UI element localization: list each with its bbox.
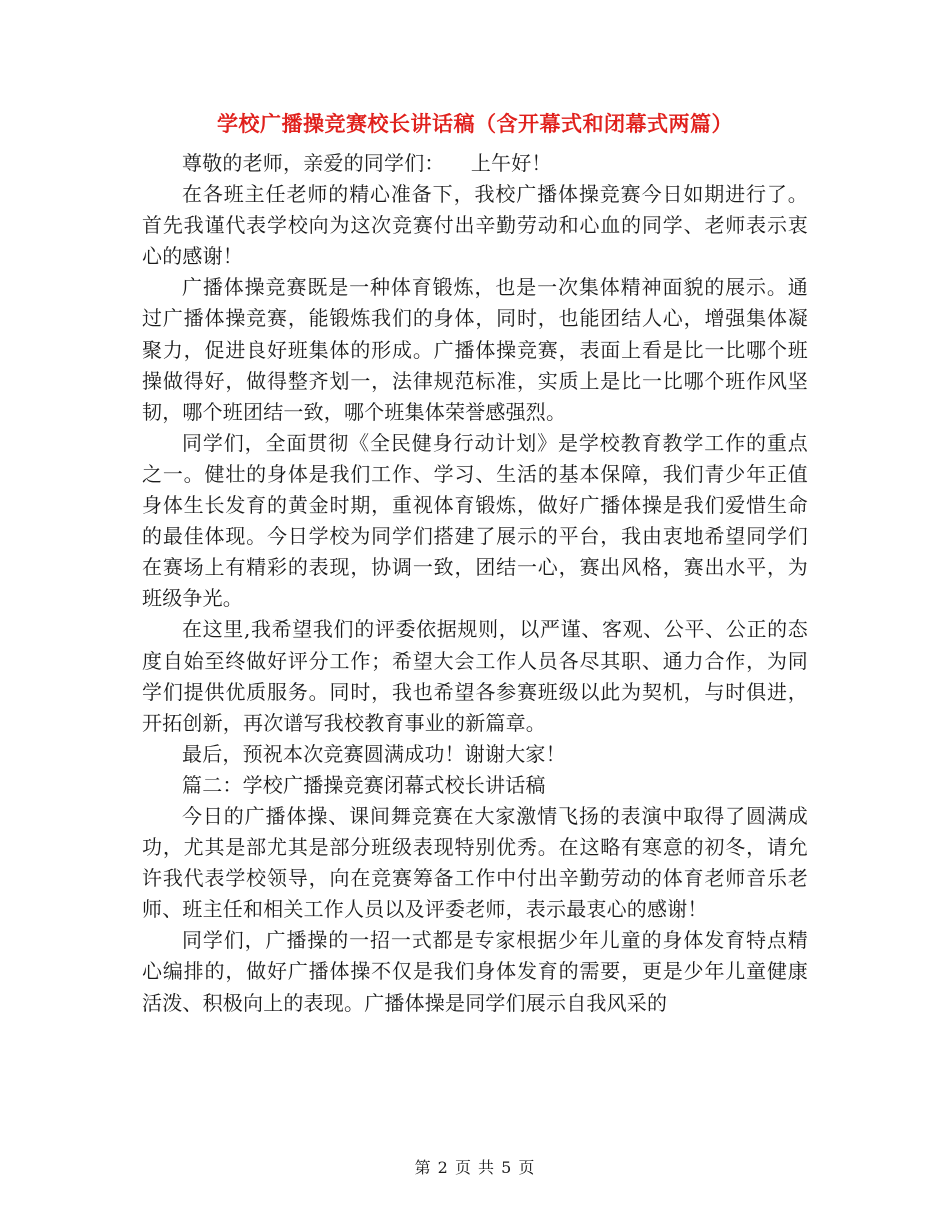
closing-paragraph: 最后，预祝本次竞赛圆满成功！谢谢大家！ (182, 741, 566, 766)
document-title: 学校广播操竞赛校长讲话稿（含开幕式和闭幕式两篇） (217, 111, 733, 136)
body-paragraph-8: 同学们，广播操的一招一式都是专家根据少年儿童的身体发育特点精心编排的，做好广播体操不仅是我们身体发育的需要，更是少年儿童健康活泼、积极向上的表现。广播体操是同学们展示自我风采的 (142, 928, 808, 1015)
body-paragraph-4: 在这里,我希望我们的评委依据规则，以严谨、客观、公平、公正的态度自始至终做好评分工作；希望大会工作人员各尽其职、通力合作，为同学们提供优质服务。同时，我也希望各参赛班级以此为契机，与时俱进，开拓创新，再次谱写我校教育事业的新篇章。 (142, 617, 808, 735)
body-paragraph-7: 今日的广播体操、课间舞竞赛在大家激情飞扬的表演中取得了圆满成功，尤其是部尤其是部分班级表现特别优秀。在这略有寒意的初冬，请允许我代表学校领导，向在竞赛筹备工作中付出辛勤劳动的体育老师音乐老师、班主任和相关工作人员以及评委老师，表示最衷心的感谢！ (142, 803, 808, 922)
section-two-heading: 篇二：学校广播操竞赛闭幕式校长讲话稿 (182, 772, 546, 797)
page-number-footer: 第 2 页 共 5 页 (414, 1158, 536, 1177)
body-paragraph-2: 广播体操竞赛既是一种体育锻炼，也是一次集体精神面貌的展示。通过广播体操竞赛，能锻炼我们的身体，同时，也能团结人心，增强集体凝聚力，促进良好班集体的形成。广播体操竞赛，表面上看是比一比哪个班操做得好，做得整齐划一，法律规范标准，实质上是比一比哪个班作风坚韧，哪个班团结一致，哪个班集体荣誉感强烈。 (142, 275, 808, 424)
greeting-paragraph: 尊敬的老师，亲爱的同学们： 上午好！ (182, 151, 552, 175)
body-paragraph-3: 同学们，全面贯彻《全民健身行动计划》是学校教育教学工作的重点之一。健壮的身体是我们工作、学习、生活的基本保障，我们青少年正值身体生长发育的黄金时期，重视体育锻炼，做好广播体操是我们爱惜生命的最佳体现。今日学校为同学们搭建了展示的平台，我由衷地希望同学们在赛场上有精彩的表现，协调一致，团结一心，赛出风格，赛出水平，为班级争光。 (142, 430, 808, 611)
body-paragraph-1: 在各班主任老师的精心准备下，我校广播体操竞赛今日如期进行了。首先我谨代表学校向为这次竞赛付出辛勤劳动和心血的同学、老师表示衷心的感谢！ (142, 182, 808, 269)
document-body (142, 148, 808, 1019)
